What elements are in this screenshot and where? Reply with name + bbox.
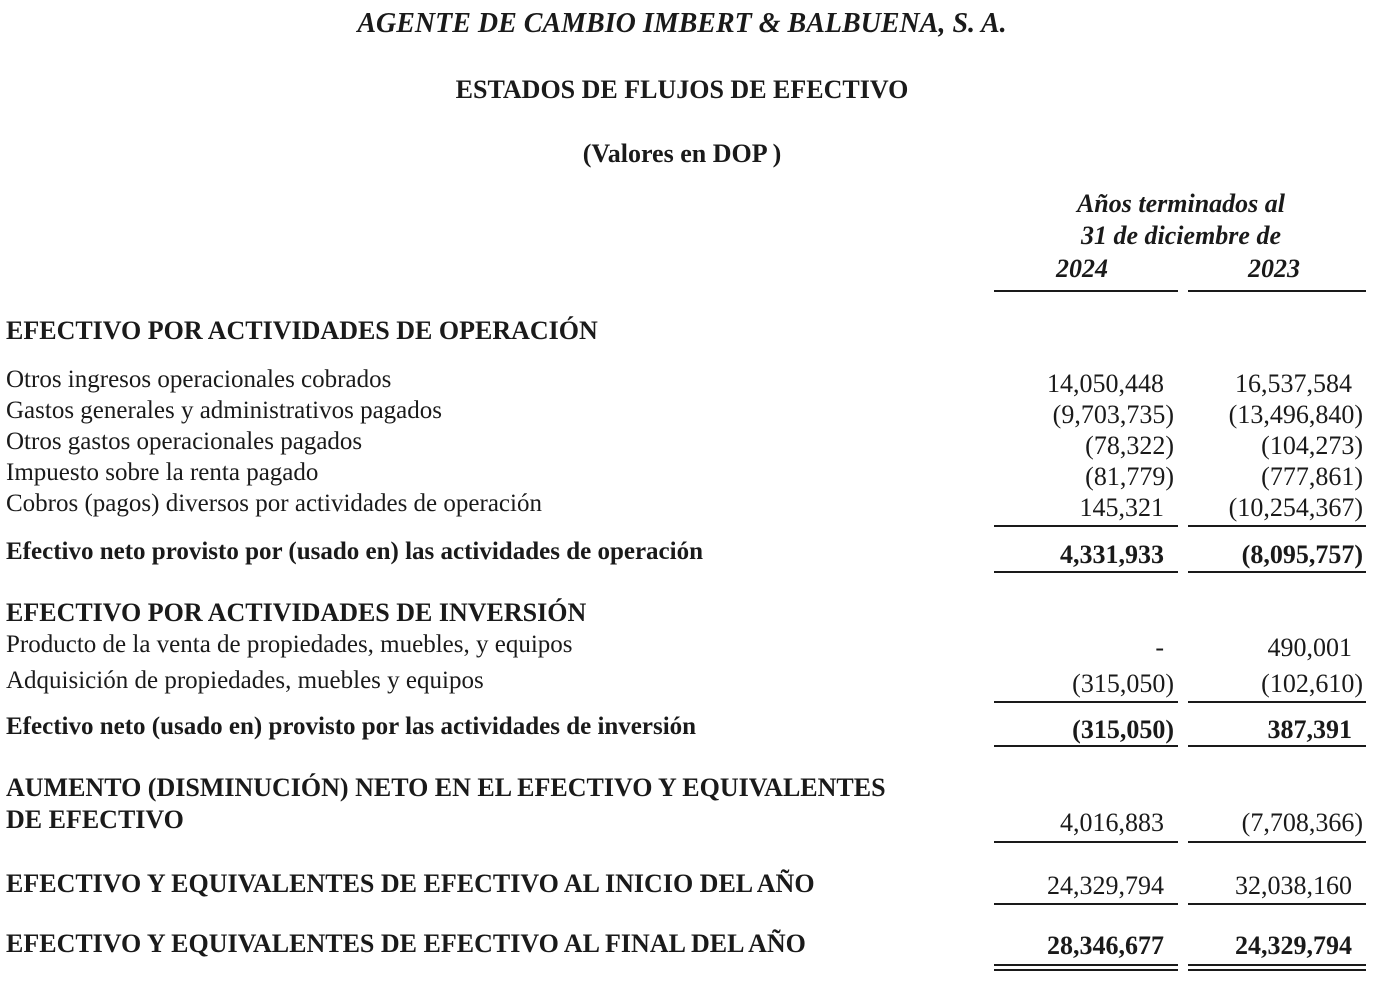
net-change-2024: 4,016,883 <box>1060 808 1164 837</box>
subtotal-rule-2024 <box>994 701 1178 703</box>
investing-row-value-2024: - <box>1155 633 1164 662</box>
beginning-balance-2023: 32,038,160 <box>1235 871 1352 900</box>
subtotal-rule-2024 <box>994 525 1178 527</box>
net-change-rule-2023 <box>1188 841 1366 843</box>
operating-row-value-2023: (777,861) <box>1261 462 1363 491</box>
operating-section-heading: EFECTIVO POR ACTIVIDADES DE OPERACIÓN <box>6 316 598 345</box>
investing-row-label: Adquisición de propiedades, muebles y equipos <box>6 667 484 694</box>
operating-total-label: Efectivo neto provisto por (usado en) las actividades de operación <box>6 538 703 565</box>
double-rule-top-2023 <box>1188 964 1366 966</box>
operating-row-label: Impuesto sobre la renta pagado <box>6 459 319 486</box>
total-rule-2024 <box>994 745 1178 747</box>
beginning-rule-2023 <box>1188 903 1366 905</box>
operating-row-label: Otros ingresos operacionales cobrados <box>6 366 392 393</box>
net-change-rule-2024 <box>994 841 1178 843</box>
operating-row-value-2023: (104,273) <box>1261 431 1363 460</box>
column-header-2023: 2023 <box>1248 254 1300 283</box>
company-name: AGENTE DE CAMBIO IMBERT & BALBUENA, S. A. <box>357 8 1007 39</box>
beginning-balance-label: EFECTIVO Y EQUIVALENTES DE EFECTIVO AL INICIO DEL AÑO <box>6 869 815 898</box>
operating-row-value-2023: 16,537,584 <box>1235 369 1352 398</box>
period-heading-line1: Años terminados al <box>1076 189 1286 218</box>
double-rule-bottom-2024 <box>994 969 1178 971</box>
operating-row-value-2023: (13,496,840) <box>1228 400 1363 429</box>
operating-row-label: Cobros (pagos) diversos por actividades de operación <box>6 490 542 517</box>
investing-row-value-2023: 490,001 <box>1267 633 1352 662</box>
beginning-balance-2024: 24,329,794 <box>1047 871 1164 900</box>
net-change-label-line1: AUMENTO (DISMINUCIÓN) NETO EN EL EFECTIVO Y EQUIVALENTES <box>6 773 886 802</box>
header-underline-2023 <box>1188 290 1366 292</box>
operating-row-value-2024: (9,703,735) <box>1052 400 1174 429</box>
operating-row-value-2024: (78,322) <box>1085 431 1174 460</box>
subtotal-rule-2023 <box>1188 525 1366 527</box>
beginning-rule-2024 <box>994 903 1178 905</box>
double-rule-top-2024 <box>994 964 1178 966</box>
statement-title: ESTADOS DE FLUJOS DE EFECTIVO <box>455 75 909 104</box>
investing-row-value-2023: (102,610) <box>1261 669 1363 698</box>
net-change-label-line2: DE EFECTIVO <box>6 805 184 834</box>
total-rule-2024 <box>994 571 1178 573</box>
operating-row-value-2024: (81,779) <box>1085 462 1174 491</box>
operating-row-value-2024: 14,050,448 <box>1047 369 1164 398</box>
net-change-2023: (7,708,366) <box>1241 808 1363 837</box>
double-rule-bottom-2023 <box>1188 969 1366 971</box>
operating-row-value-2024: 145,321 <box>1079 493 1164 522</box>
column-header-2024: 2024 <box>1056 254 1108 283</box>
period-heading-line2: 31 de diciembre de <box>1081 221 1281 250</box>
total-rule-2023 <box>1188 745 1366 747</box>
operating-row-label: Gastos generales y administrativos pagados <box>6 397 443 424</box>
operating-total-2024: 4,331,933 <box>1060 540 1164 569</box>
header-underline-2024 <box>994 290 1178 292</box>
investing-row-label: Producto de la venta de propiedades, muebles, y equipos <box>6 631 573 658</box>
subtotal-rule-2023 <box>1188 701 1366 703</box>
investing-section-heading: EFECTIVO POR ACTIVIDADES DE INVERSIÓN <box>6 598 587 627</box>
investing-total-2023: 387,391 <box>1267 715 1352 744</box>
investing-row-value-2024: (315,050) <box>1072 669 1174 698</box>
operating-row-label: Otros gastos operacionales pagados <box>6 428 363 455</box>
investing-total-label: Efectivo neto (usado en) provisto por las actividades de inversión <box>6 713 697 740</box>
ending-balance-2024: 28,346,677 <box>1047 931 1164 960</box>
investing-total-2024: (315,050) <box>1072 715 1174 744</box>
total-rule-2023 <box>1188 571 1366 573</box>
currency-note: (Valores en DOP ) <box>582 139 782 168</box>
ending-balance-label: EFECTIVO Y EQUIVALENTES DE EFECTIVO AL FINAL DEL AÑO <box>6 929 806 958</box>
operating-row-value-2023: (10,254,367) <box>1228 493 1363 522</box>
operating-total-2023: (8,095,757) <box>1241 540 1363 569</box>
ending-balance-2023: 24,329,794 <box>1235 931 1352 960</box>
